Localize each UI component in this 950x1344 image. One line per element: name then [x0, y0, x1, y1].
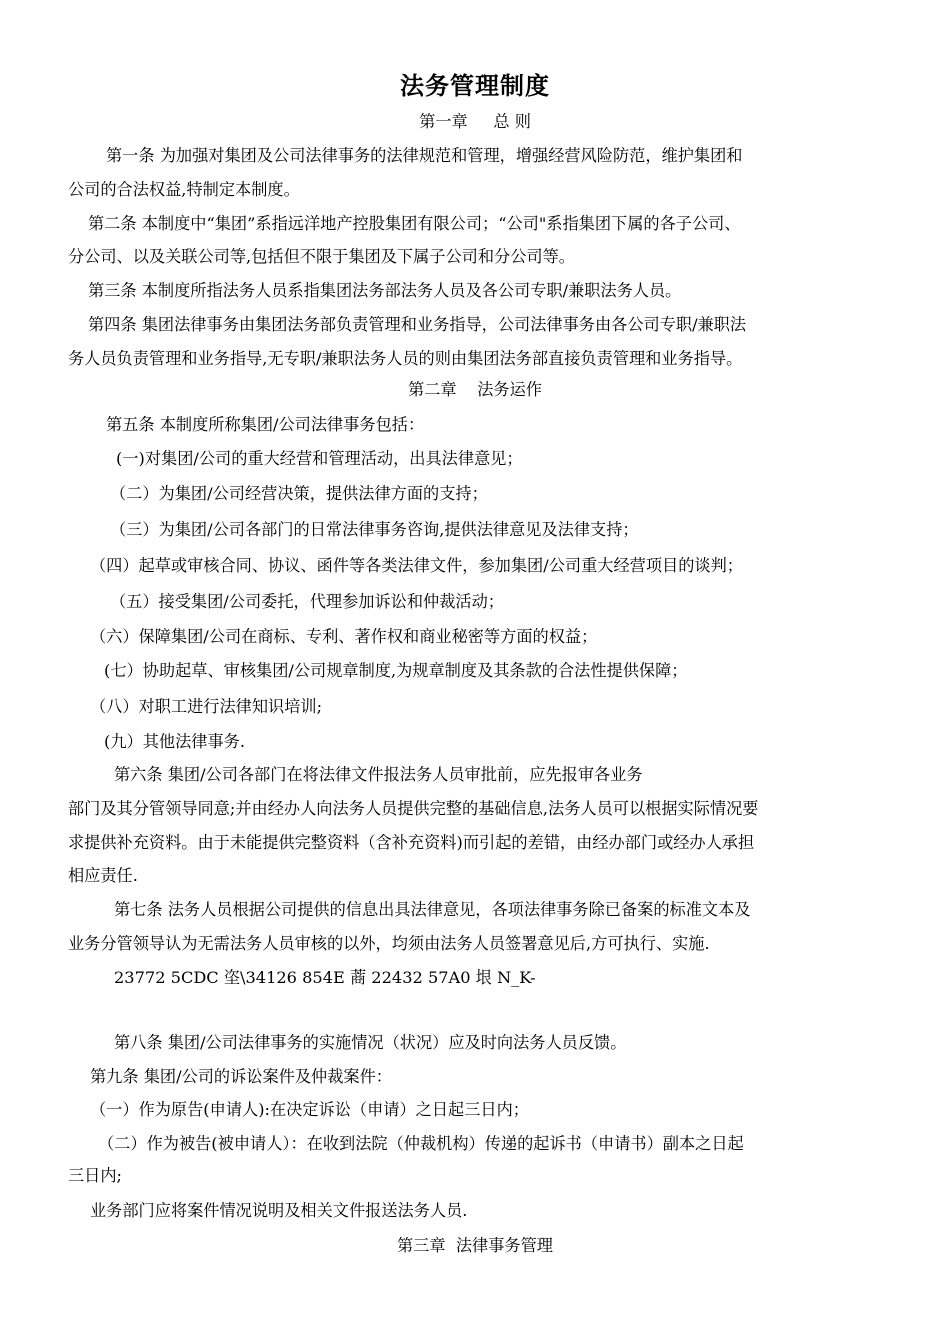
article-5-item-7: (七）协助起草、审核集团/公司规章制度,为规章制度及其条款的合法性提供保障；	[104, 661, 688, 680]
garbled-text-line: 23772 5CDC 垐\34126 854E 蔏 22432 57A0 垠 N_K-	[114, 968, 536, 987]
chapter-heading-2: 第二章 法务运作	[408, 380, 542, 399]
article-5-item-9: (九）其他法律事务.	[104, 732, 245, 751]
article-2-line-1: 第二条 本制度中“集团”系指远洋地产控股集团有限公司；“公司"系指集团下属的各子公司、	[88, 214, 741, 233]
article-3-line-1: 第三条 本制度所指法务人员系指集团法务部法务人员及各公司专职/兼职法务人员。	[88, 281, 682, 300]
article-1-line-1: 第一条 为加强对集团及公司法律事务的法律规范和管理，增强经营风险防范，维护集团和	[106, 146, 743, 165]
article-6-line-1: 第六条 集团/公司各部门在将法律文件报法务人员审批前，应先报审各业务	[114, 765, 643, 784]
document-title: 法务管理制度	[400, 72, 550, 100]
article-9-line-1: 第九条 集团/公司的诉讼案件及仲裁案件：	[90, 1067, 392, 1086]
article-5-item-1: (一)对集团/公司的重大经营和管理活动，出具法律意见；	[116, 449, 523, 468]
article-2-line-2: 分公司、以及关联公司等,包括但不限于集团及下属子公司和分公司等。	[68, 247, 575, 266]
article-5-item-3: （三）为集团/公司各部门的日常法律事务咨询,提供法律意见及法律支持；	[110, 520, 639, 539]
article-5-item-2: （二）为集团/公司经营决策，提供法律方面的支持；	[110, 484, 488, 503]
article-4-line-2: 务人员负责管理和业务指导,无专职/兼职法务人员的则由集团法务部直接负责管理和业务指导。	[68, 349, 743, 368]
article-7-line-1: 第七条 法务人员根据公司提供的信息出具法律意见，各项法律事务除已备案的标准文本及	[114, 900, 751, 919]
article-6-line-2: 部门及其分管领导同意;并由经办人向法务人员提供完整的基础信息,法务人员可以根据实际情况要	[68, 799, 759, 818]
article-5-item-4: （四）起草或审核合同、协议、函件等各类法律文件，参加集团/公司重大经营项目的谈判；	[90, 556, 743, 575]
chapter-heading-3: 第三章 法律事务管理	[397, 1236, 553, 1255]
article-7-line-2: 业务分管领导认为无需法务人员审核的以外，均须由法务人员签署意见后,方可执行、实施.	[68, 934, 710, 953]
article-5-item-5: （五）接受集团/公司委托，代理参加诉讼和仲裁活动；	[110, 592, 504, 611]
chapter-heading-1: 第一章 总 则	[419, 112, 531, 131]
article-5-item-8: （八）对职工进行法律知识培训;	[90, 697, 323, 716]
article-8-line-1: 第八条 集团/公司法律事务的实施情况（状况）应及时向法务人员反馈。	[114, 1033, 627, 1052]
article-1-line-2: 公司的合法权益,特制定本制度。	[68, 180, 300, 199]
article-9-item-2-line-2: 三日内;	[68, 1166, 123, 1185]
article-9-item-2-line-1: （二）作为被告(被申请人）：在收到法院（仲裁机构）传递的起诉书（申请书）副本之日起	[98, 1134, 744, 1153]
article-5-item-6: （六）保障集团/公司在商标、专利、著作权和商业秘密等方面的权益；	[90, 627, 598, 646]
article-4-line-1: 第四条 集团法律事务由集团法务部负责管理和业务指导，公司法律事务由各公司专职/兼职法	[88, 315, 747, 334]
article-6-line-3: 求提供补充资料。由于未能提供完整资料（含补充资料)而引起的差错，由经办部门或经办人承担	[68, 833, 755, 852]
article-6-line-4: 相应责任.	[68, 866, 138, 885]
article-9-item-1: （一）作为原告(申请人):在决定诉讼（申请）之日起三日内；	[90, 1100, 529, 1119]
article-5-line-1: 第五条 本制度所称集团/公司法律事务包括：	[106, 415, 425, 434]
article-9-note: 业务部门应将案件情况说明及相关文件报送法务人员.	[90, 1201, 468, 1220]
